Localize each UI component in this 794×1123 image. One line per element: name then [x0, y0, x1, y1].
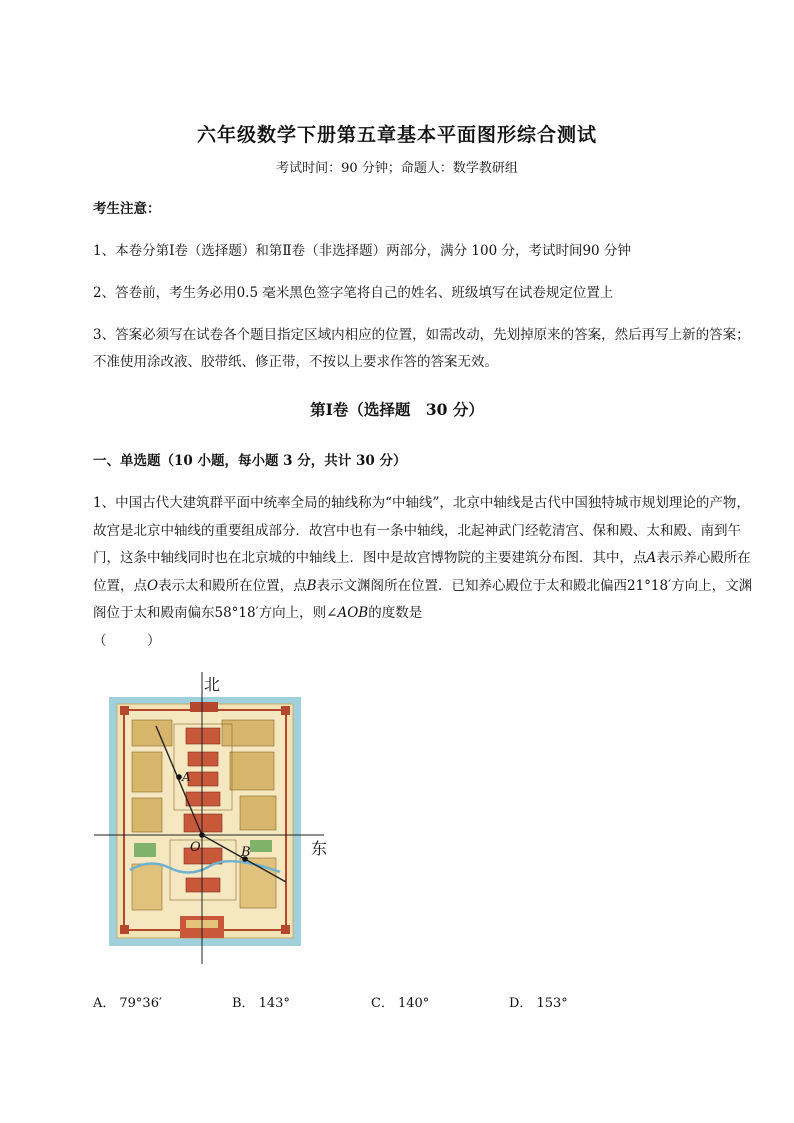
question-1-text-e: 的度数是 [368, 605, 423, 621]
point-o [199, 832, 205, 838]
choice-b[interactable] [232, 992, 294, 1011]
answer-blank: （ ） [93, 632, 161, 649]
point-a-label: A [182, 770, 191, 784]
choice-c[interactable] [371, 992, 433, 1011]
point-o-ref: O [147, 577, 159, 594]
point-b-ref: B [306, 577, 317, 594]
choice-b-value: 143° [258, 996, 290, 1011]
notice-item-3: 3、答案必须写在试卷各个题目指定区域内相应的位置，如需改动，先划掉原来的答案，然后再写上新的答案；不准使用涂改液、胶带纸、修正带，不按以上要求作答的答案无效。 [93, 327, 750, 370]
east-label: 东 [311, 839, 328, 858]
part-heading: 一、单选题（10 小题，每小题 3 分，共计 30 分） [93, 453, 407, 469]
choice-b-letter: B． [232, 996, 255, 1011]
notice-item-2: 2、答卷前，考生务必用0.5 毫米黑色签字笔将自己的姓名、班级填写在试卷规定位置上 [93, 285, 614, 301]
section-title: 第Ⅰ卷（选择题 30 分） [310, 400, 484, 419]
exam-info: 考试时间：90 分钟；命题人：数学教研组 [276, 161, 518, 176]
point-a-ref: A [646, 550, 657, 566]
point-a [176, 774, 182, 780]
choice-a-letter: A． [93, 996, 116, 1011]
choice-d-letter: D． [509, 996, 533, 1011]
angle-aob-ref: AOB [337, 605, 369, 621]
question-1-text [93, 490, 753, 655]
notice-item-1: 1、本卷分第Ⅰ卷（选择题）和第Ⅱ卷（非选择题）两部分，满分 100 分，考试时间90 分钟 [93, 243, 631, 259]
question-1-text-c: 表示太和殿所在位置，点 [158, 577, 307, 594]
north-label: 北 [204, 675, 221, 694]
choice-c-value: 140° [397, 996, 430, 1011]
question-1-text-d: 表示文渊阁所在位置．已知养心殿位于太和殿北偏西21°18′方向上，文渊阁位于太和殿南偏东58°18′方向上，则∠ [93, 577, 753, 621]
choice-c-letter: C． [371, 996, 394, 1011]
choice-d[interactable] [509, 992, 572, 1011]
question-1-text-a: 1、中国古代大建筑群平面中统率全局的轴线称为“中轴线”，北京中轴线是古代中国独特城市规划理论的产物，故宫是北京中轴线的重要组成部分．故宫中也有一条中轴线，北起神武门经乾清宫、保和殿、太和殿、南到午门，这条中轴线同时也在北京城的中轴线上．图中是故宫博物院的主要建筑分布图．其中，点 [93, 495, 750, 566]
choice-a-value: 79°36′ [119, 996, 162, 1011]
choice-d-value: 153° [536, 996, 568, 1011]
question-1-text-b: 表示养心殿所在位置，点 [93, 550, 751, 594]
notice-heading: 考生注意： [93, 201, 161, 217]
point-o-label: O [190, 840, 201, 855]
page-title: 六年级数学下册第五章基本平面图形综合测试 [196, 124, 597, 146]
palace-map-image [109, 697, 301, 946]
point-b-label: B [241, 845, 251, 860]
choice-a[interactable] [93, 992, 166, 1011]
palace-map-figure [90, 668, 340, 968]
